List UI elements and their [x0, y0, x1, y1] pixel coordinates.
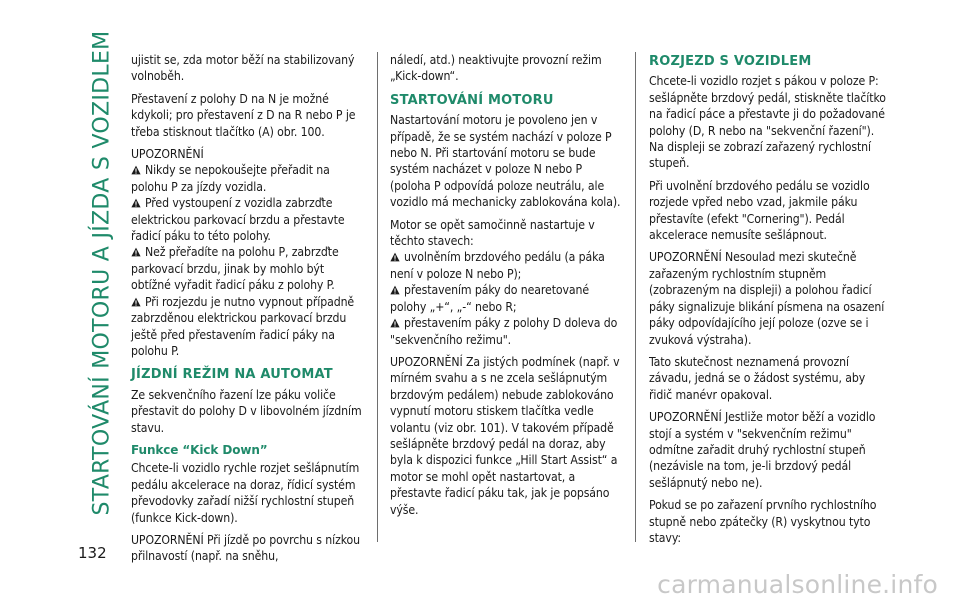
- paragraph: Pokud se po zařazení prvního rychlostního stupně nebo zpátečky (R) vyskytnou tyto stavy:: [649, 498, 877, 545]
- section-heading: JÍZDNÍ REŽIM NA AUTOMAT: [131, 367, 333, 383]
- bullet-text: přestavením páky do nearetované polohy „+“, „-“ nebo R;: [390, 283, 589, 314]
- warning-text: Při rozjezdu je nutno vypnout případně zabrzděnou elektrickou parkovací brzdu ještě před přestavením řadicí páky na polohu P.: [131, 294, 355, 358]
- warning-heading: UPOZORNĚNÍ: [131, 147, 204, 162]
- paragraph: Tato skutečnost neznamená provozní závadu, jedná se o žádost systému, aby řidič manévr opakoval.: [649, 354, 866, 402]
- bullet-icon: [390, 252, 400, 262]
- section-heading: ROZJEZD S VOZIDLEM: [649, 54, 812, 69]
- text-column-3: [649, 54, 889, 552]
- column-divider: [377, 52, 378, 542]
- warning-triangle-icon: [131, 165, 141, 175]
- warning-item: [131, 162, 367, 195]
- paragraph: Při uvolnění brzdového pedálu se vozidlo rozjede vpřed nebo vzad, jakmile páku přestavíte (efekt "Cornering"). Pedál akcelerace nemusíte sešlápnout.: [649, 178, 870, 243]
- bullet-item: [390, 249, 624, 282]
- bullet-text: uvolněním brzdového pedálu (a páka není v poloze N nebo P);: [390, 250, 605, 281]
- warning-item: [131, 195, 367, 244]
- paragraph: ujistit se, zda motor běží na stabilizovaný volnoběh.: [131, 53, 355, 84]
- watermark: carmanualsonline.info: [657, 570, 938, 599]
- page-number: 132: [78, 544, 107, 562]
- paragraph: Chcete-li vozidlo rozjet s pákou v poloze P: sešlápněte brzdový pedál, stiskněte tlačítko na řadicí páce a přestavte ji do požadované polohy (D, R nebo na "sekvenční řazení"). Na displeji se zobrazí zařazený rychlostní stupeň.: [649, 74, 886, 171]
- subsection-heading: Funkce “Kick Down”: [131, 442, 268, 457]
- bullet-item: [390, 282, 624, 315]
- paragraph: Chcete-li vozidlo rychle rozjet sešlápnutím pedálu akcelerace na doraz, řídicí systém převodovky zařadí nižší rychlostní stupeň (funkce Kick-down).: [131, 461, 360, 525]
- text-column-2: [390, 52, 624, 524]
- paragraph: Motor se opět samočinně nastartuje v těchto stavech:: [390, 217, 595, 249]
- paragraph: UPOZORNĚNÍ Při jízdě po povrchu s nízkou přilnavostí (např. na sněhu,: [131, 532, 361, 564]
- warning-text: Před vystoupení z vozidla zabrzďte elektrickou parkovací brzdu a přestavte řadicí páku to této polohy.: [131, 196, 345, 244]
- warning-text: Než přeřadíte na polohu P, zabrzďte parkovací brzdu, jinak by mohlo být obtížné vyřadit řadicí páku z polohy P.: [131, 245, 339, 293]
- bullet-item: [390, 315, 624, 348]
- paragraph: Přestavení z polohy D na N je možné kdykoli; pro přestavení z D na R nebo P je třeba stisknout tlačítko (A) obr. 100.: [131, 91, 356, 139]
- paragraph: UPOZORNĚNÍ Nesoulad mezi skutečně zařazeným rychlostním stupněm (zobrazeným na displeji) a polohou řadicí páky signalizuje blikání písmena na osazení páky odpovídajícího její poloze (ozve se i zvuková výstraha).: [649, 250, 885, 347]
- warning-text: Nikdy se nepokoušejte přeřadit na polohu P za jízdy vozidla.: [131, 163, 330, 194]
- warning-triangle-icon: [131, 198, 141, 208]
- bullet-text: přestavením páky z polohy D doleva do "sekvenčního režimu".: [390, 316, 618, 347]
- bullet-icon: [390, 318, 400, 328]
- paragraph: Ze sekvenčního řazení lze páku voliče přestavit do polohy D v libovolném jízdním stavu.: [131, 387, 362, 435]
- paragraph: náledí, atd.) neaktivujte provozní režim „Kick-down“.: [390, 53, 602, 84]
- warning-triangle-icon: [131, 247, 141, 257]
- bullet-icon: [390, 285, 400, 295]
- chapter-title: STARTOVÁNÍ MOTORU A JÍZDA S VOZIDLEM: [89, 30, 115, 516]
- warning-triangle-icon: [131, 297, 141, 307]
- column-divider: [635, 52, 636, 542]
- text-column-1: [131, 52, 367, 571]
- paragraph: UPOZORNĚNÍ Jestliže motor běží a vozidlo stojí a systém v "sekvenčním režimu" odmítne zařadit druhý rychlostní stupeň (nezávisle na tom, je-li brzdový pedál sešlápnutý nebo ne).: [649, 410, 876, 490]
- chapter-title-vertical: [82, 30, 122, 516]
- paragraph: Nastartování motoru je povoleno jen v případě, že se systém nachází v poloze P nebo N. Při startování motoru se bude systém nacházet v poloze N nebo P (poloha P odpovídá poloze neutrálu, ale vozidlo má mechanicky zablokována kola).: [390, 113, 621, 210]
- warning-item: [131, 244, 367, 293]
- section-heading: STARTOVÁNÍ MOTORU: [390, 92, 554, 108]
- paragraph: UPOZORNĚNÍ Za jistých podmínek (např. v mírném svahu a s ne zcela sešlápnutým brzdovým pedálem) nebude zablokováno vypnutí motoru stiskem tlačítka vedle volantu (viz obr. 101). V takovém případě sešlápněte brzdový pedál na doraz, aby byla k dispozici funkce „Hill Start Assist“ a motor se mohl opět nastartovat, a přestavte řadicí páku tak, jak je popsáno výše.: [390, 354, 620, 517]
- warning-item: [131, 294, 367, 360]
